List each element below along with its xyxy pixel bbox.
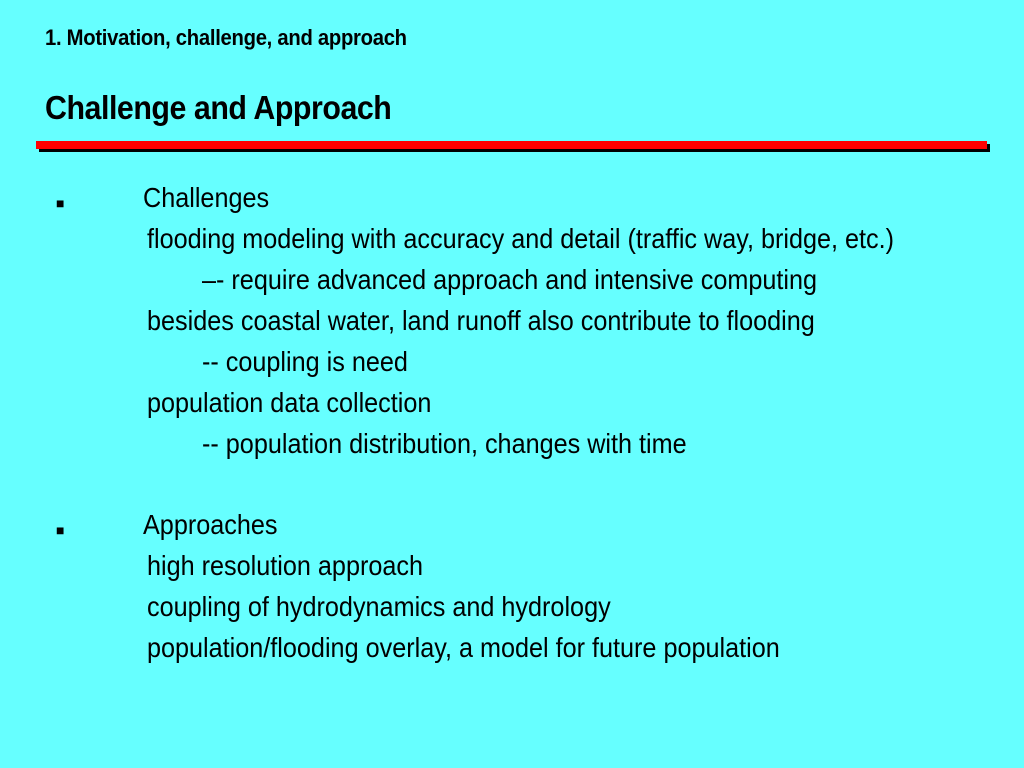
list-item: –- require advanced approach and intensive computing bbox=[202, 264, 818, 295]
list-item: population data collection bbox=[147, 387, 432, 418]
approaches-heading: Approaches bbox=[143, 509, 278, 540]
list-item: -- coupling is need bbox=[202, 346, 408, 377]
list-item: -- population distribution, changes with time bbox=[202, 428, 687, 459]
section-title: 1. Motivation, challenge, and approach bbox=[45, 25, 407, 50]
list-item: coupling of hydrodynamics and hydrology bbox=[147, 591, 611, 622]
list-item: besides coastal water, land runoff also contribute to flooding bbox=[147, 305, 815, 336]
title-rule bbox=[36, 141, 987, 149]
challenges-heading: Challenges bbox=[143, 182, 270, 213]
page-title: Challenge and Approach bbox=[45, 89, 392, 126]
list-item: population/flooding overlay, a model for future population bbox=[147, 632, 780, 663]
challenges-bullet-icon: ■ bbox=[56, 195, 65, 211]
list-item: high resolution approach bbox=[147, 550, 424, 581]
list-item: flooding modeling with accuracy and detail (traffic way, bridge, etc.) bbox=[147, 223, 895, 254]
approaches-bullet-icon: ■ bbox=[56, 522, 65, 538]
